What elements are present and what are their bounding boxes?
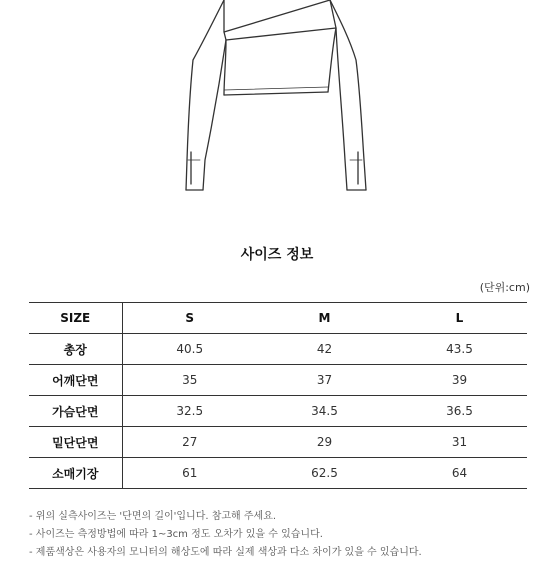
column-header-l: L [392, 303, 527, 334]
row-label: 가슴단면 [29, 396, 122, 427]
table-cell: 35 [122, 365, 257, 396]
table-cell: 43.5 [392, 334, 527, 365]
table-cell: 39 [392, 365, 527, 396]
table-cell: 62.5 [257, 458, 392, 489]
table-cell: 27 [122, 427, 257, 458]
table-cell: 36.5 [392, 396, 527, 427]
row-label: 어깨단면 [29, 365, 122, 396]
table-row [29, 334, 527, 365]
page-title: 사이즈 정보 [240, 247, 314, 263]
row-label: 총장 [29, 334, 122, 365]
table-cell: 61 [122, 458, 257, 489]
row-label: 밑단단면 [29, 427, 122, 458]
table-cell: 31 [392, 427, 527, 458]
garment-illustration [0, 0, 554, 200]
table-cell: 42 [257, 334, 392, 365]
unit-label: (단위:cm) [479, 281, 530, 294]
table-row [29, 396, 527, 427]
table-cell: 40.5 [122, 334, 257, 365]
table-cell: 29 [257, 427, 392, 458]
column-header-size: SIZE [29, 303, 122, 334]
size-table [29, 302, 527, 489]
table-row [29, 365, 527, 396]
table-cell: 32.5 [122, 396, 257, 427]
note-line: - 사이즈는 측정방법에 따라 1~3cm 정도 오차가 있을 수 있습니다. [29, 529, 323, 540]
table-row [29, 427, 527, 458]
note-line: - 위의 실측사이즈는 '단면의 길이'입니다. 참고해 주세요. [29, 511, 277, 522]
column-header-m: M [257, 303, 392, 334]
table-row [29, 458, 527, 489]
row-label: 소매기장 [29, 458, 122, 489]
column-header-s: S [122, 303, 257, 334]
table-cell: 34.5 [257, 396, 392, 427]
note-line: - 제품색상은 사용자의 모니터의 해상도에 따라 실제 색상과 다소 차이가 있을 수 있습니다. [29, 547, 422, 558]
table-header-row [29, 303, 527, 334]
table-cell: 37 [257, 365, 392, 396]
table-cell: 64 [392, 458, 527, 489]
